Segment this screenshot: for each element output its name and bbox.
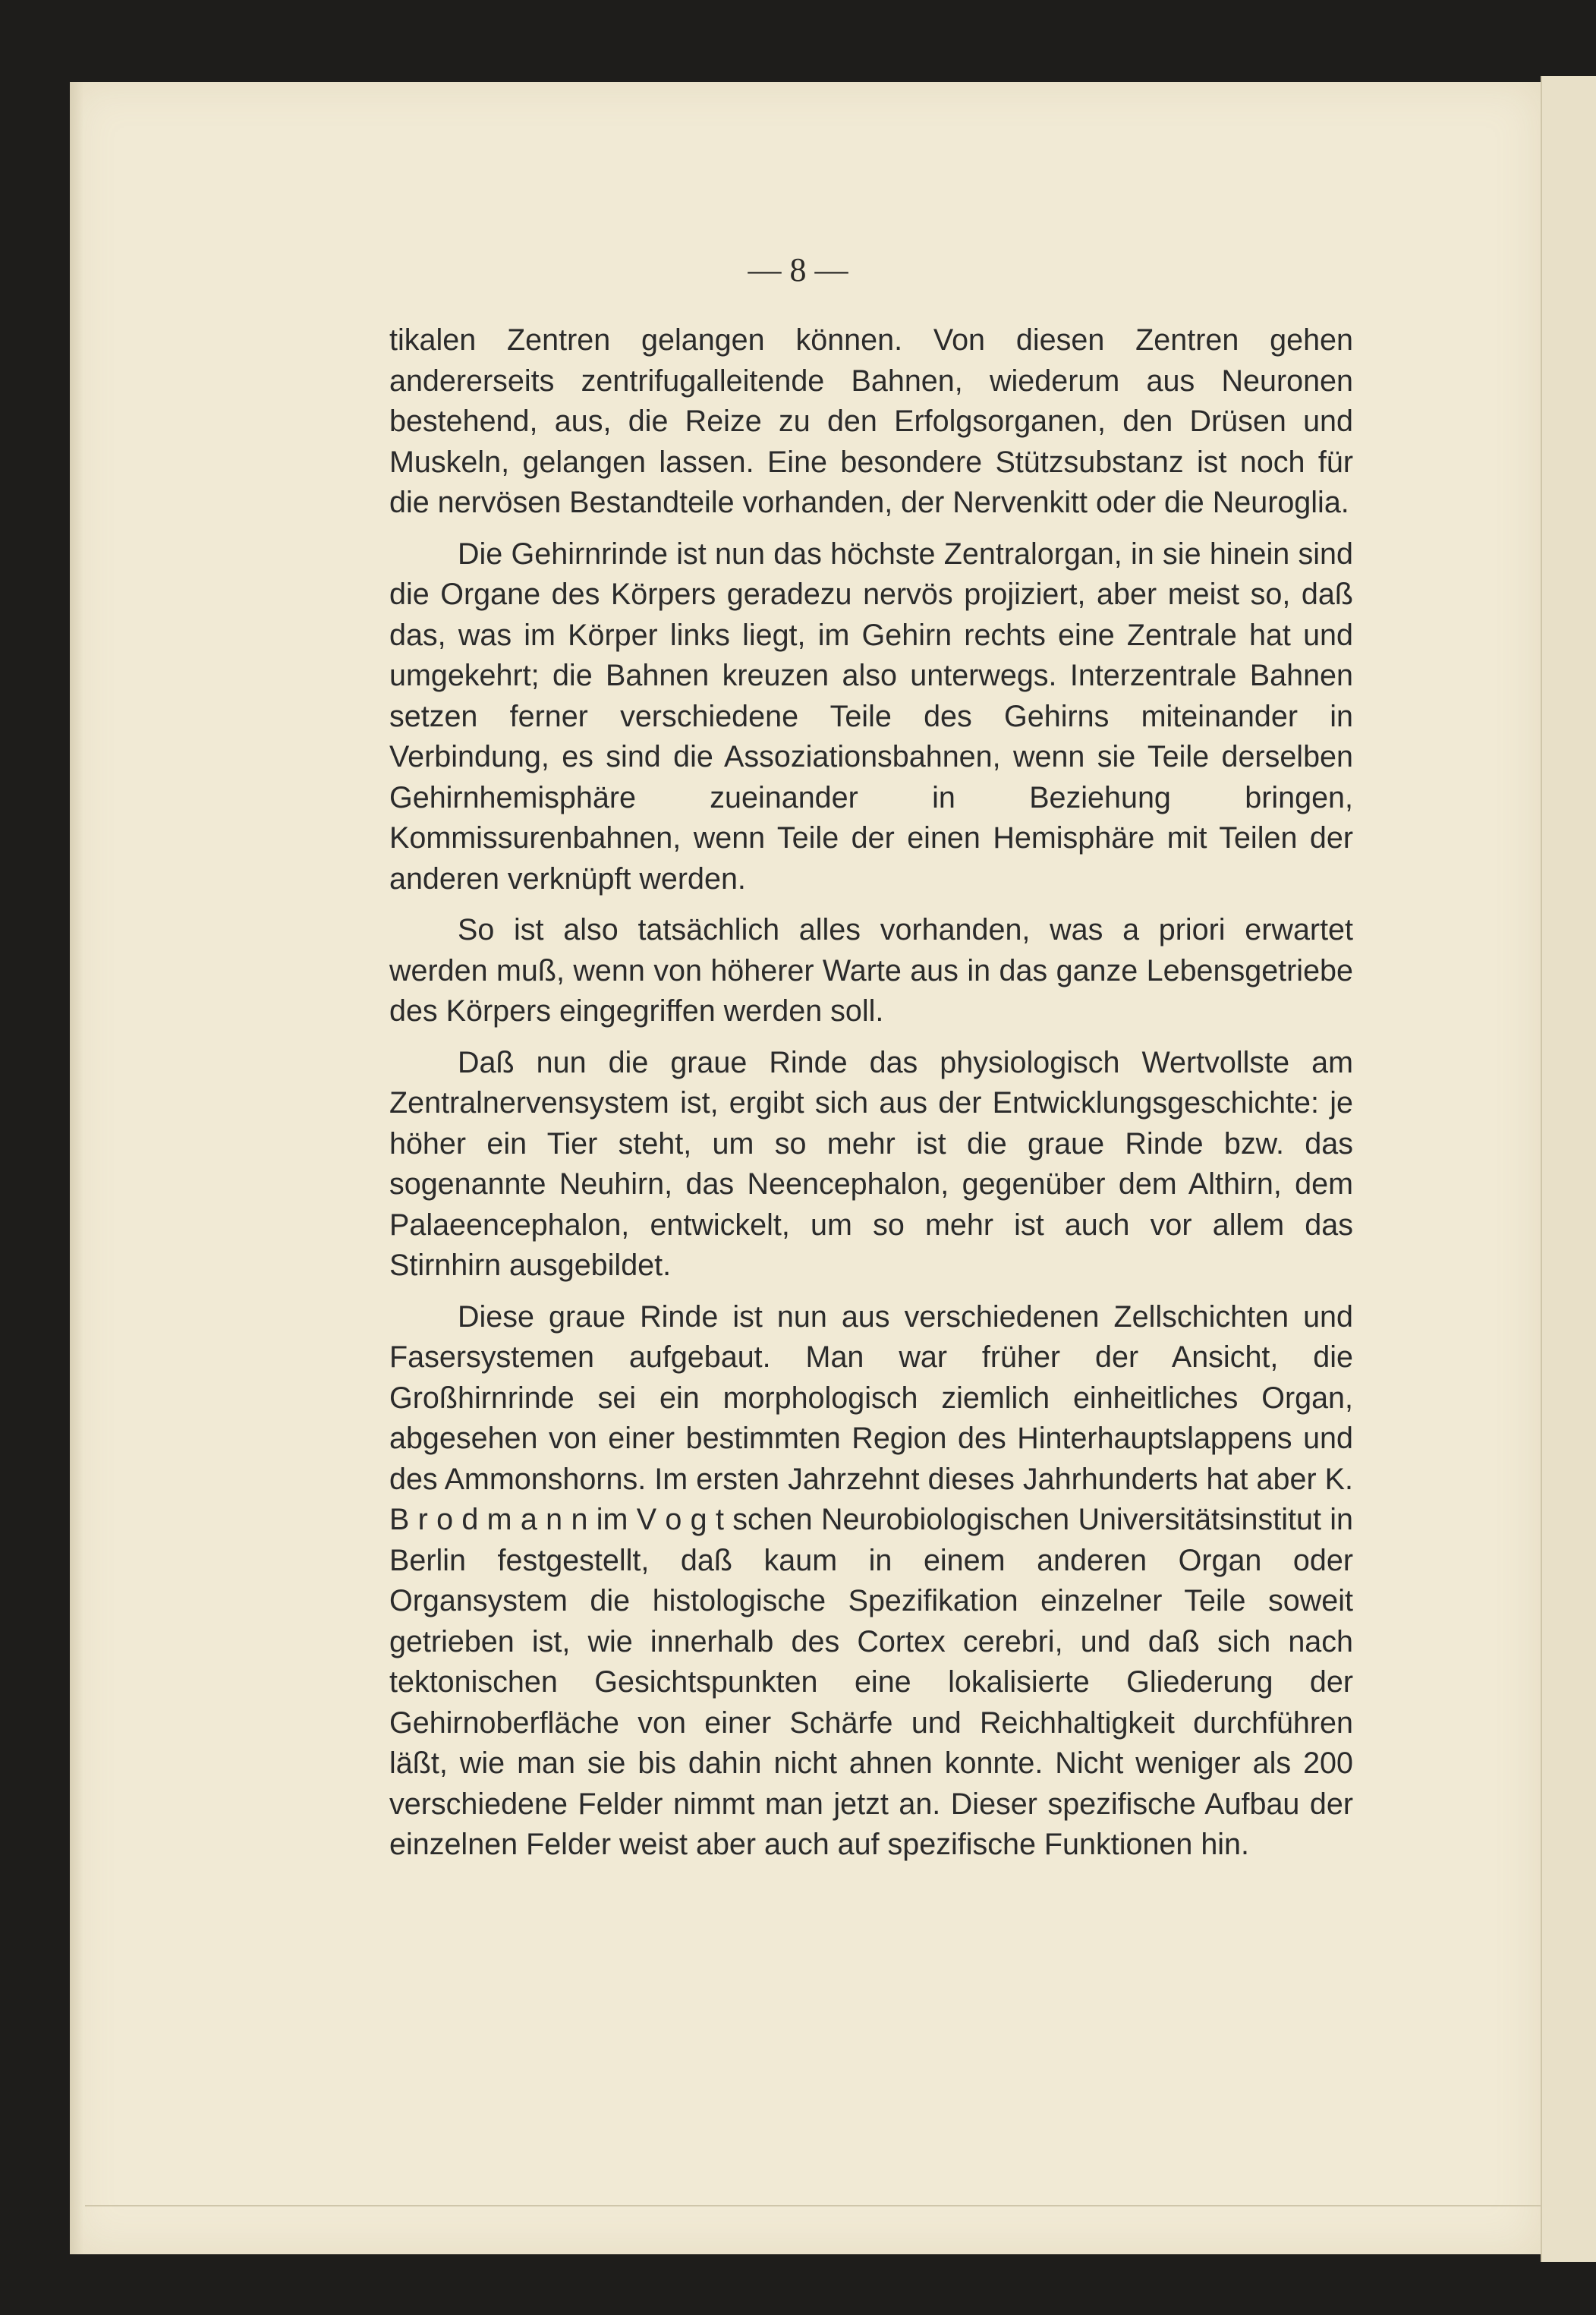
body-text [389, 320, 1353, 1876]
paragraph-2: Die Gehirnrinde ist nun das höchste Zentralorgan, in sie hinein sind die Organe des Körpers geradezu nervös projiziert, aber meist so, daß das, was im Körper links liegt, im Gehirn rechts eine Zentrale hat und umgekehrt; die Bahnen kreuzen also unterwegs. Interzentrale Bahnen setzen ferner verschiedene Teile des Gehirns miteinander in Verbindung, es sind die Assoziationsbahnen, wenn sie Teile derselben Gehirnhemisphäre zueinander in Beziehung bringen, Kommissurenbahnen, wenn Teile der einen Hemisphäre mit Teilen der anderen verknüpft werden. [389, 537, 1353, 896]
paragraph-5: Diese graue Rinde ist nun aus verschiedenen Zellschichten und Fasersystemen aufgebaut. Man war früher der Ansicht, die Großhirnrinde sei ein morphologisch ziemlich einheitliches Organ, abgesehen von einer bestimmten Region des Hinterhauptslappens und des Ammonshorns. Im ersten Jahrzehnt dieses Jahrhunderts hat aber K. B r o d m a n n im V o g t schen Neurobiologischen Universitätsinstitut in Berlin festgestellt, daß kaum in einem anderen Organ oder Organsystem die histologische Spezifikation einzelner Teile soweit getrieben ist, wie innerhalb des Cortex cerebri, und daß sich nach tektonischen Gesichtspunkten eine lokalisierte Gliederung der Gehirnoberfläche von einer Schärfe und Reichhaltigkeit durchführen läßt, wie man sie bis dahin nicht ahnen konnte. Nicht weniger als 200 verschiedene Felder nimmt man jetzt an. Dieser spezifische Aufbau der einzelnen Felder weist aber auch auf spezifische Funktionen hin. [389, 1299, 1353, 1861]
paragraph-3: So ist also tatsächlich alles vorhanden, was a priori erwartet werden muß, wenn von höherer Warte aus in das ganze Lebensgetriebe des Körpers eingegriffen werden soll. [389, 913, 1353, 1028]
next-page-edge [1541, 76, 1596, 2262]
paragraph-1: tikalen Zentren gelangen können. Von diesen Zentren gehen andererseits zentrifugalleitende Bahnen, wiederum aus Neuronen bestehend, aus, die Reize zu den Erfolgsorganen, den Drüsen und Muskeln, gelangen lassen. Eine besondere Stützsubstanz ist noch für die nervösen Bestandteile vorhanden, der Nervenkitt oder die Neuroglia. [389, 323, 1353, 519]
paragraph-4: Daß nun die graue Rinde das physiologisch Wertvollste am Zentralnervensystem ist, ergibt sich aus der Entwicklungsgeschichte: je höher ein Tier steht, um so mehr ist die graue Rinde bzw. das sogenannte Neuhirn, das Neencephalon, gegenüber dem Althirn, dem Palaeencephalon, entwickelt, um so mehr ist auch vor allem das Stirnhirn ausgebildet. [389, 1045, 1353, 1282]
page-bottom-edge [85, 2205, 1541, 2206]
page-number: — 8 — [748, 251, 848, 288]
